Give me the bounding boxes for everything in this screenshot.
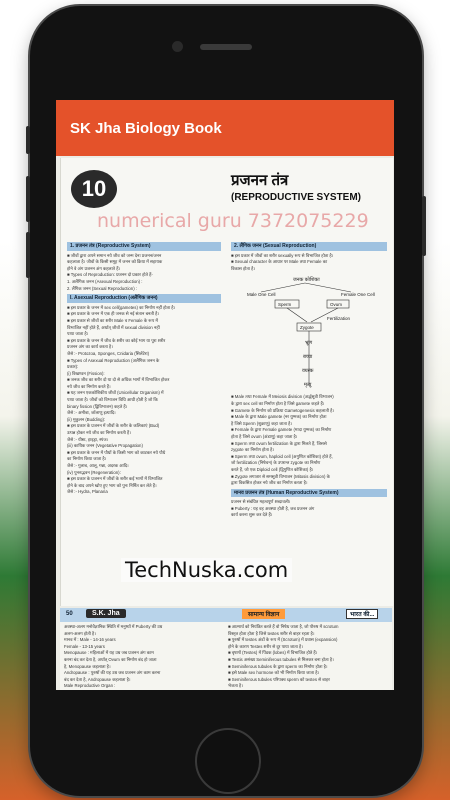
series-box: भारत की... (346, 609, 378, 619)
front-camera (172, 41, 183, 52)
volume-down-button (26, 232, 30, 278)
diagram-female-label: Female One Cell (341, 292, 375, 298)
right-text-column (231, 240, 387, 600)
text-line: ■ इस प्रकार के जनन में एक ही जनक से नई संतान बनती है। (67, 311, 160, 317)
author-badge: S.K. Jha (86, 609, 126, 618)
text-line: का निर्माण किया जाता है। (67, 456, 107, 462)
text-line: करना बंद कर देता है, अर्थात् Ovum का निर्माण बंद हो जाता (64, 656, 157, 662)
volume-up-button (26, 176, 30, 222)
text-line: कहलाता है। जीवों के किसी समूह में जनन को क्रिया में सहायक (67, 259, 163, 265)
diagram-stage-1: भ्रूण (305, 340, 313, 347)
text-line: ■ जीवों द्वारा अपने समान नये जीव को जन्म देना प्रजनन/जनन (67, 252, 162, 258)
text-line: ■ इस प्रकार के प्रजनन में जीवों के शरीर कई भागों में विभाजित (67, 476, 163, 482)
watermark-contact: numerical guru 7372075229 (97, 210, 369, 232)
text-line: binary fission (द्विविभाजन) कहते हैं। (67, 403, 128, 409)
text-line: ■ Zygote लगातार से समसूत्री विभाजन (Mitosis division) के (231, 473, 330, 479)
mute-switch (26, 126, 30, 154)
diagram-stage-2: बच्चा (303, 354, 313, 361)
text-line: Female - 13-15 years (64, 643, 105, 649)
section-heading: I. Asexual Reproduction (अलैंगिक जनन) (67, 294, 221, 303)
diagram-ovum-label: Ovum (330, 302, 343, 308)
chapter-title-english: (REPRODUCTIVE SYSTEM) (231, 192, 362, 203)
app-bar (56, 100, 394, 156)
text-line: ■ Types of Asexual Reproduction (अलैंगिक जनन के (67, 357, 160, 363)
phone-screen (56, 100, 394, 690)
text-line: ■ Female के द्वारा Female gamete (मादा युग्मक) का निर्माण (231, 427, 332, 433)
text-line: (ii) मुकुलन (Budding): (67, 416, 106, 422)
text-line: है, Menopause कहलाता है। (64, 663, 111, 669)
book-page-photo (60, 158, 393, 606)
text-line: ■ यह जनन एककोशिकीय जीवों (Unicellular Organism) में (67, 390, 164, 396)
text-line: (i) विखण्डन (Fission): (67, 370, 105, 376)
text-line: उत्पन्न होकर नये जीव का निर्माण करती हैं। (67, 430, 131, 436)
text-line: ■ इस प्रकार के जनन में जीव के शरीर का कोई भाग या पूरा शरीर (67, 337, 166, 343)
text-line: नये जीव का निर्माण करते हैं। (67, 383, 111, 389)
text-line: के द्वारा sex cell का निर्माण होता है जिसे gamete कहते हैं। (231, 400, 325, 406)
text-line: अवस्था-अलग मनोवैज्ञानिक स्थिति में मनुष्यों में Puberty की उम्र (64, 624, 163, 629)
page2-right-column (228, 624, 388, 690)
section-heading: मानव प्रजनन तंत्र (Human Reproductive System) (231, 489, 387, 498)
text-line: ■ Gamete के निर्माण को प्रक्रिया Gametogenesis कहलाती है। (231, 407, 335, 413)
text-line: होने वे अंग प्रजनन अंग कहलाते हैं। (67, 265, 121, 271)
text-line: जैसे :- Hydra, Planaria (67, 489, 108, 495)
flow-diagram-svg (231, 274, 387, 392)
page-number: 50 (66, 611, 73, 617)
reproduction-flow-diagram (231, 274, 387, 392)
text-line: ■ जनक जीव का शरीर दो या दो से अधिक भागों में विभाजित होकर (67, 377, 170, 383)
chapter-title-hindi: प्रजनन तंत्र (231, 172, 289, 189)
app-title: SK Jha Biology Book (70, 119, 222, 137)
text-line: ■ इस प्रकार के जनन में पौधों के किसी भाग को काटकर नये पौधे (67, 449, 166, 455)
text-line: होने के कारण Testes शरीर से दूर पाया जाता है। (228, 643, 303, 649)
text-line: प्रजनन से संबंधित महत्वपूर्ण शब्दावली। (231, 499, 291, 505)
section-heading: 1. प्रजनन तंत्र (Reproductive System) (67, 242, 221, 251)
text-line: जो fertilization (निषेचन) के उपरान्त zygote का निर्माण (231, 460, 321, 466)
subject-badge: सामान्य विज्ञान (242, 609, 285, 619)
power-button (422, 196, 426, 256)
text-line: ■ पुरुषों में testes अंडों के रूप में (Scrotum) में प्रवास (expansion) (228, 637, 338, 643)
earpiece-speaker (200, 44, 252, 50)
text-line: Menopause : महिलाओं में यह उम्र जब प्रजनन अंग काम (64, 650, 154, 656)
chapter-number-badge: 10 (71, 170, 117, 208)
text-line: होता है जिसे ovum (अंडाणु) कहा जाता है। (231, 433, 298, 439)
text-line: ■ आत्मार्थ को नियंत्रित करते हैं वो निषेध जाता है, जो पौरुष में scrotum (228, 624, 339, 629)
text-line: ■ Sexual character के आधार पर Male तथा Female का (231, 259, 328, 265)
text-line: ■ Sperm तथा ovum fertilization के द्वारा मिलते हैं, जिससे (231, 440, 327, 446)
home-button[interactable] (195, 728, 261, 794)
text-line: विकास होता है। (231, 265, 256, 271)
text-line: पाया जाता है। (67, 331, 89, 337)
diagram-sperm-label: Sperm (278, 302, 292, 308)
text-line: ■ Seminiferous tubules के द्वारा sperm का निर्माण होता है। (228, 663, 328, 669)
diagram-zygote-label: Zygote (300, 325, 314, 331)
watermark-site: TechNuska.com (121, 558, 292, 582)
text-line: (iv) पुनरुद्भवन (Regeneration): (67, 469, 121, 475)
text-line: ■ Male के द्वारा Male gamete (नर युग्मक) का निर्माण होता (231, 414, 327, 420)
text-line: प्रजनन अंग का कार्य करता है। (67, 344, 113, 350)
text-line: पाया जाता है। जीवों को विभाजन विधि आधी होती है जो कि (67, 397, 158, 403)
diagram-stage-4: मृत्यु (304, 382, 312, 389)
text-line: विस्तृत होता होता है जिसे testes शरीर से बाहर रहता है। (228, 630, 315, 636)
text-line: ■ Testis असंख्य Seminiferous tubules से मिलकर बना होता है। (228, 656, 334, 662)
next-page-photo (60, 608, 392, 690)
text-line: ■ इस प्रकार में जीवों का शरीर sexually रूप से विभाजित होता है। (231, 252, 334, 258)
book-page-viewer[interactable] (56, 156, 394, 690)
text-line: ■ इस प्रकार के जनन में sex cell(gametes) का निर्माण नहीं होता है। (67, 304, 176, 310)
text-line: 2. लैंगिक जनन (Sexual Reproduction) : (67, 285, 138, 291)
text-line: द्वारा विकसित होकर नये जीव का निर्माण करता है। (231, 480, 308, 486)
text-line: होने के बाद अपने खोए हुए भाग को पुनः निर्मित कर लेते हैं। (67, 482, 157, 488)
text-line: ■ Types of Reproduction: प्रजनन दो प्रकार होते हैं- (67, 272, 153, 278)
text-line: ■ Male तथा Female में Meiosis division (अर्द्धसूत्री विभाजन) (231, 394, 334, 400)
text-line: Male Reproductive Organ : (64, 683, 116, 689)
text-line: जैसे :- अमीबा, जॉलाणु इत्यादि। (67, 410, 116, 416)
page2-left-column (64, 624, 222, 690)
text-line: zygote का निर्माण होता है। (231, 447, 275, 453)
text-line: ■ Sperm तथा ovum, haploid cell (अगुणित कोशिका) होते हैं, (231, 453, 333, 459)
text-line: मानव में : Male - 14-16 years (64, 637, 116, 643)
text-line: ■ वृषणों (Testes) में पिंडक (lobes) में विभाजित होते हैं। (228, 650, 318, 656)
text-line: है जिसे Sperm (शुक्राणु) कहा जाता है। (231, 420, 293, 426)
left-text-column (67, 240, 221, 600)
text-line: जैसे :- यीस्ट, हाइड्रा, स्पंज। (67, 436, 109, 442)
text-line: ■ इस प्रकार से जीवों का शरीर Male व Female के रूप में (67, 317, 158, 323)
text-line: ■ इस प्रकार के प्रजनन में जीवों के शरीर के कलिकाएं (Bud) (67, 423, 160, 429)
text-line: विभाजित नहीं होते हैं, अर्थात् जीवों में sexual division नहीं (67, 324, 160, 330)
text-line: ■ इसे Male sex hormone को भी निर्माण किया जाता है। (228, 670, 320, 676)
text-line: बंद कर देता है, Andropause कहलाता है। (64, 676, 131, 682)
text-line: कार्य करना शुरू कर देते हैं। (231, 512, 273, 518)
diagram-stage-3: वयस्क (302, 368, 314, 375)
text-line: (iii) कायिक जनन (Vegetative Propagation) (67, 443, 143, 449)
text-line: जैसे :- Protozoa, Sponges, Cnidaria (सिलेंटेरा) (67, 350, 150, 356)
text-line: जैसे :- गुलाब, आलू, गन्ना, अदरक आदि। (67, 463, 129, 468)
page-header-strip (60, 608, 392, 622)
diagram-fertilization-label: Fertilization (327, 316, 351, 322)
text-line: ■ Seminiferous tubules परिपक्व sperm को testes से बाहर (228, 676, 330, 682)
diagram-male-label: Male One Cell (247, 292, 276, 298)
text-line: ■ Puberty : यह वह अवस्था होती है, जब प्रजनन अंग (231, 505, 315, 511)
section-heading: 2. लैंगिक जनन (Sexual Reproduction) (231, 242, 387, 251)
text-line: भेजता है। (228, 683, 243, 689)
text-line: अलग-अलग होती है। (64, 630, 96, 636)
text-line: करते हैं, जो एक Diploid cell (द्विगुणित कोशिका) है। (231, 466, 314, 472)
text-line: 1. अलैंगिक जनन (Asexual Reproduction) : (67, 278, 143, 284)
text-line: Andropause : पुरुषों की यह उम्र जब प्रजनन अंग काम करना (64, 670, 161, 676)
diagram-parent-label: जनक कोशिका (293, 277, 320, 284)
text-line: प्रकार): (67, 364, 79, 370)
